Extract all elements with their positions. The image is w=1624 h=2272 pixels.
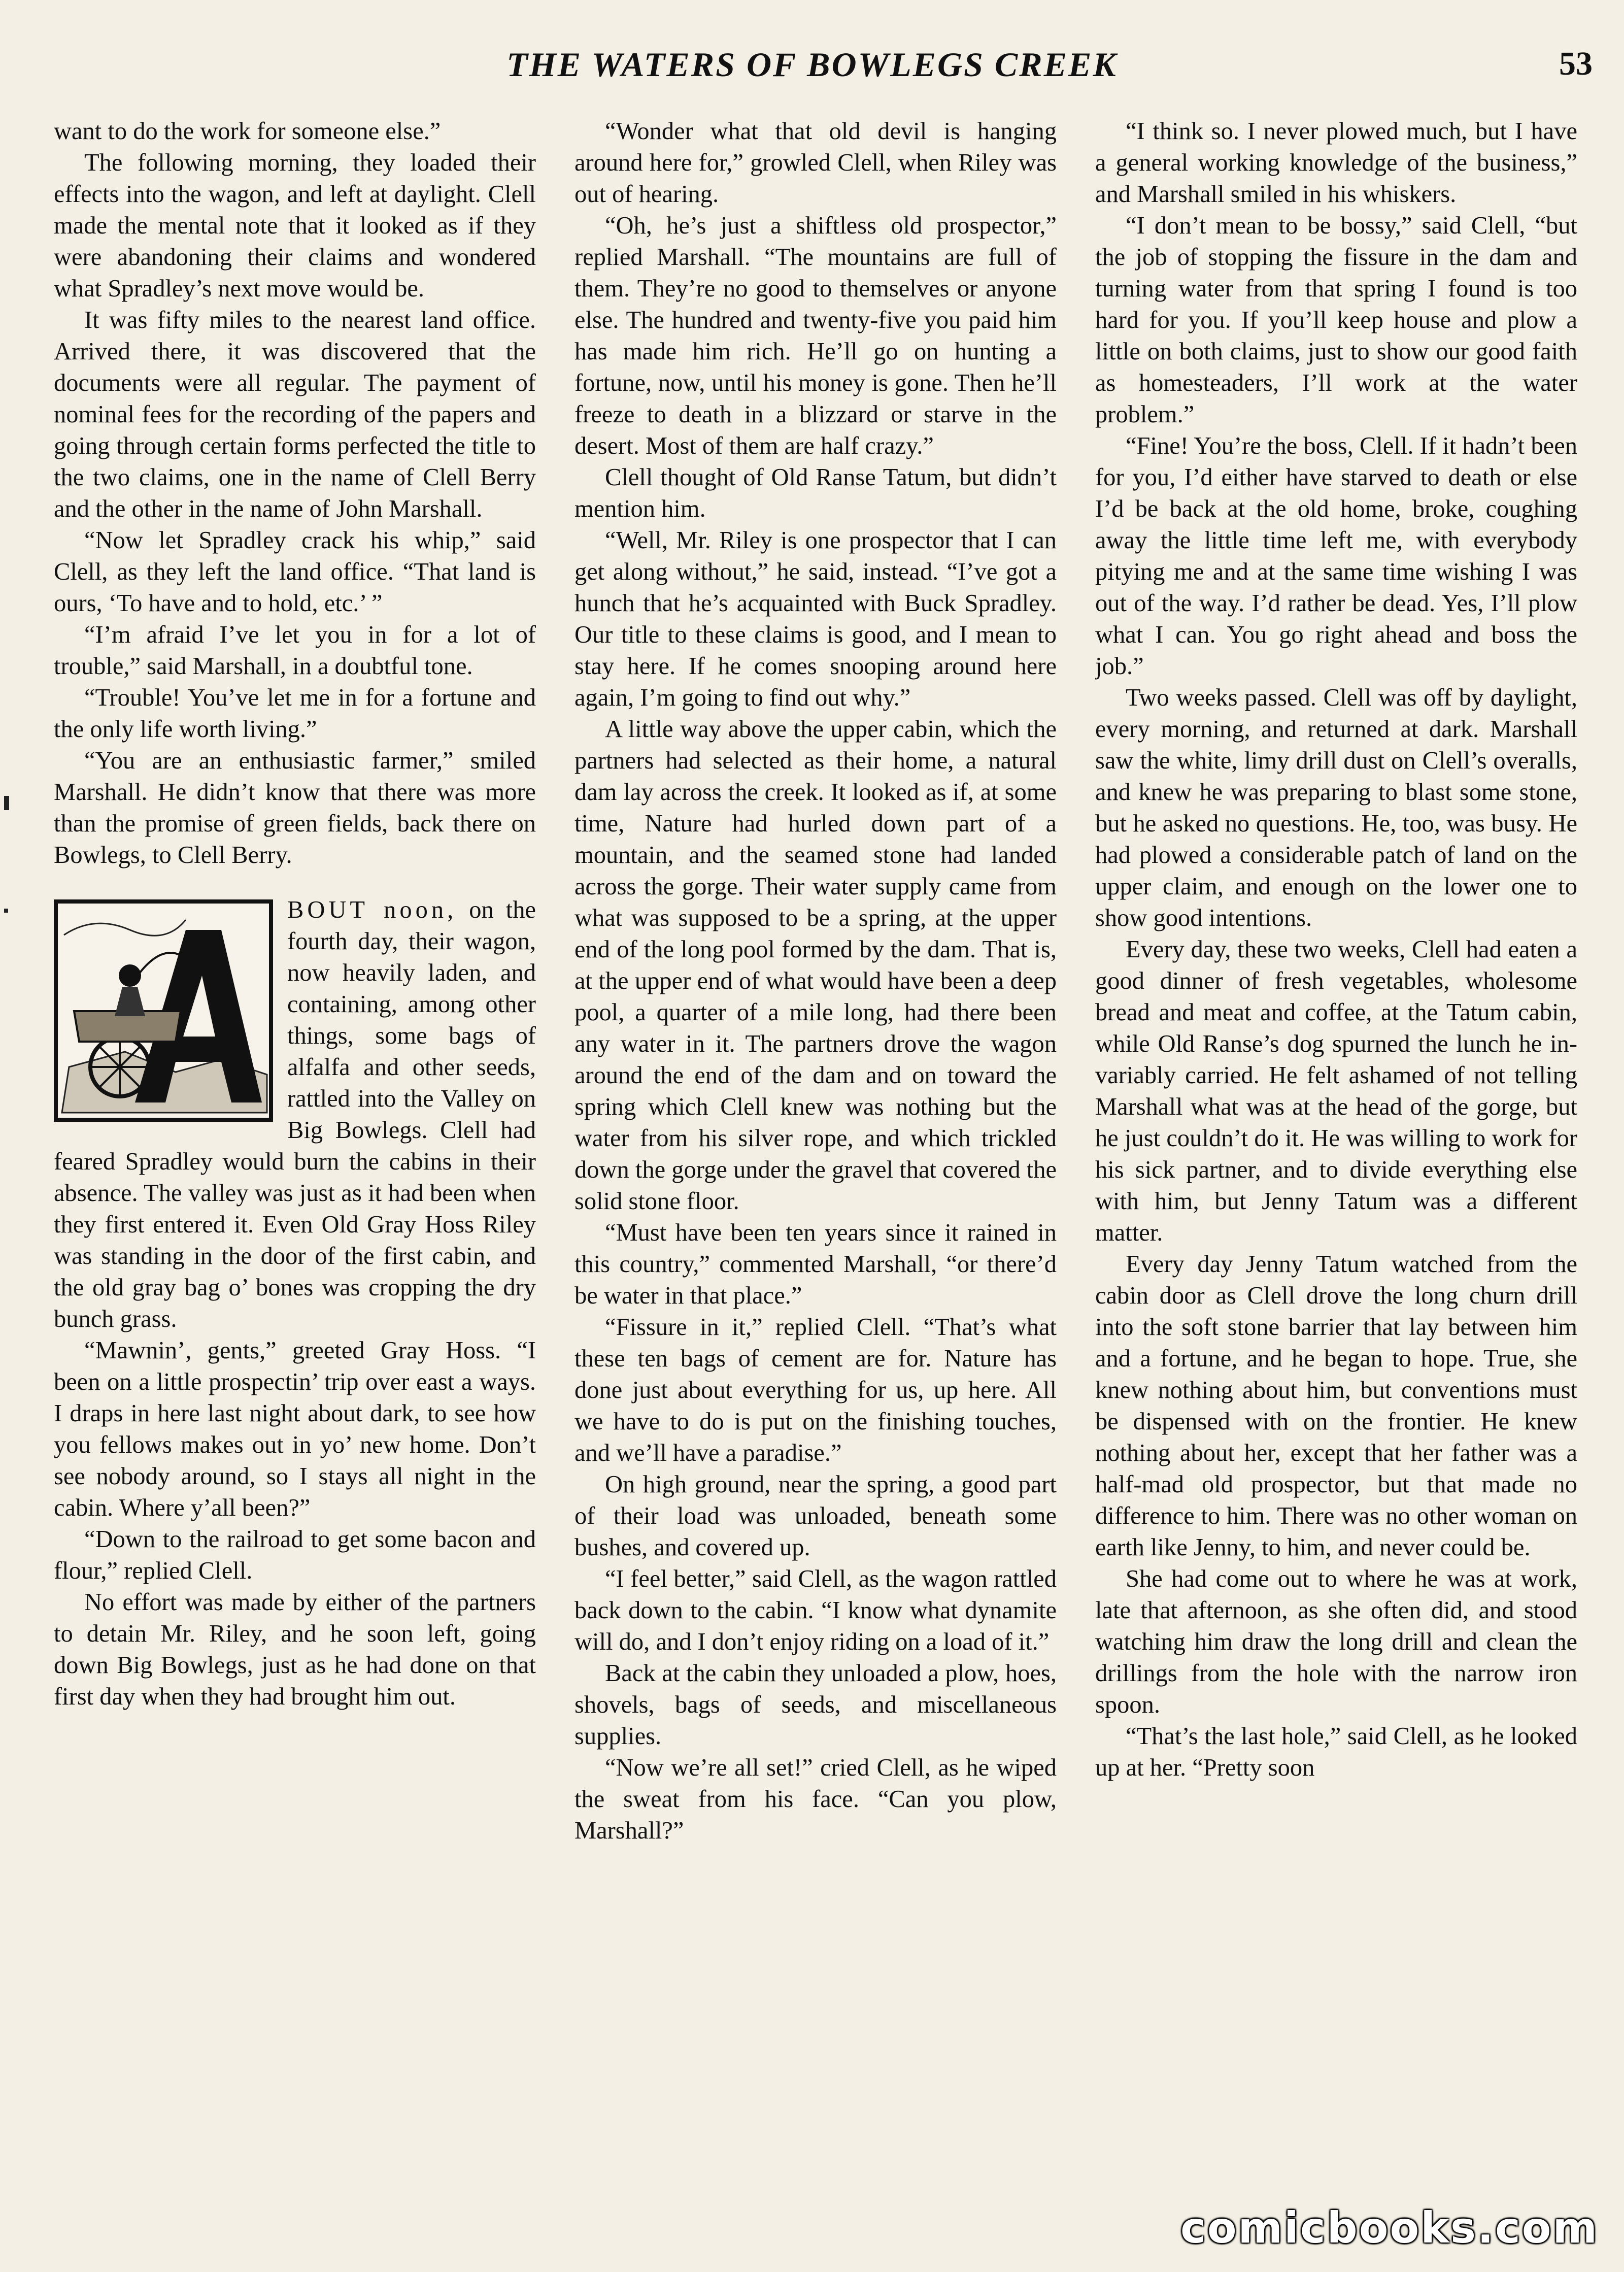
paragraph: “Well, Mr. Riley is one prospector that I can get along without,” he said, instead. “I’ve got a hunch that he’s acquainted with Buck Spradley. Our title to these claims is good, and I mean to stay here. If he comes snooping around here again, I’m going to find out why.” <box>574 527 1057 711</box>
paragraph: “Fissure in it,” replied Clell. “That’s what these ten bags of cement are for. Nature has done just about everything for us, up here. All we have to do is put on the finishing touches, and we’ll have a paradise.” <box>574 1314 1057 1466</box>
column-right <box>1095 116 1577 2171</box>
paragraph: “Oh, he’s just a shiftless old prospector,” replied Marshall. “The mountains are full of them. They’re no good to themselves or anyone else. The hundred and twenty-five you paid him has made him rich. He’ll go on hunting a fortune, now, until his money is gone. Then he’ll freeze to death in a blizzard or starve in the desert. Most of them are half crazy.” <box>574 212 1057 459</box>
paragraph: “Must have been ten years since it rained in this country,” commented Marshall, “or there’d be water in that place.” <box>574 1219 1057 1309</box>
paragraph-continuation: on the fourth day, their wagon, now heavily laden, and containing, among other things, some bags of alfalfa and other seeds, rattled into the Valley on Big Bowlegs. Clell had feared Spradley would burn the cabins in their absence. The valley was just as it had been when they first entered it. Even Old Gray Hoss Riley was standing in the door of the first cabin, and the old gray bag o’ bones was cropping the dry bunch grass. <box>54 896 536 1332</box>
margin-mark <box>4 909 8 913</box>
paragraph: A little way above the upper cabin, which the partners had selected as their home, a natural dam lay across the creek. It looked as if, at some time, Nature had hurled down part of a mountain, and the seamed stone had landed across the gorge. Their water supply came from what was supposed to be a spring, at the upper end of the long pool formed by the dam. That is, at the upper end of what would have been a deep pool, a quarter of a mile long, had there been any water in it. The partners drove the wagon around the end of the dam and on toward the spring which Clell knew was nothing but the water from his silver rope, and which trickled down the gorge under the gravel that covered the solid stone floor. <box>574 716 1057 1215</box>
paragraph: “I don’t mean to be bossy,” said Clell, “but the job of stopping the fissure in the dam and turning water from that spring I found is too hard for you. If you’ll keep house and plow a little on both claims, just to show our good faith as homesteaders, I’ll work at the water problem.” <box>1095 212 1577 428</box>
paragraph: Every day, these two weeks, Clell had eaten a good dinner of fresh vegetables, wholesome bread and meat and coffee, at the Tatum cabin, while Old Ranse’s dog spurned the lunch he invariably carried. He felt ashamed of not telling Marshall what was at the head of the gorge, but he just couldn’t do it. He was willing to work for his sick partner, and to divide everything else with him, but Jenny Tatum was a different matter. <box>1095 936 1577 1246</box>
paragraph: “Now let Spradley crack his whip,” said Clell, as they left the land office. “That land is ours, ‘To have and to hold, etc.’ ” <box>54 527 536 617</box>
paragraph: “That’s the last hole,” said Clell, as he looked up at her. “Pretty soon <box>1095 1723 1577 1781</box>
paragraph: “Down to the railroad to get some bacon and flour,” replied Clell. <box>54 1526 536 1584</box>
margin-mark <box>4 796 9 810</box>
paragraph: Back at the cabin they unloaded a plow, hoes, shovels, bags of seeds, and miscellaneous supplies. <box>574 1660 1057 1750</box>
paragraph: “Wonder what that old devil is hanging around here for,” growled Clell, when Riley was out of hearing. <box>574 118 1057 208</box>
paragraph: “Now we’re all set!” cried Clell, as he wiped the sweat from his face. “Can you plow, Marshall?” <box>574 1754 1057 1844</box>
paragraph: It was fifty miles to the nearest land office. Arrived there, it was discovered that the documents were all regular. The payment of nominal fees for the recording of the papers and going through certain forms perfected the title to the two claims, one in the name of Clell Berry and the other in the name of John Marshall. <box>54 307 536 522</box>
paragraph: want to do the work for someone else.” <box>54 118 441 145</box>
paragraph: On high ground, near the spring, a good part of their load was unloaded, beneath some bushes, and covered up. <box>574 1471 1057 1561</box>
page-header <box>0 45 1624 90</box>
paragraph: She had come out to where he was at work, late that afternoon, as she often did, and stood watching him draw the long drill and clean the drillings from the hole with the narrow iron spoon. <box>1095 1565 1577 1718</box>
paragraph: Every day Jenny Tatum watched from the cabin door as Clell drove the long churn drill into the soft stone barrier that lay between him and a fortune, and he began to hope. True, she knew nothing about him, but conventions must be dispensed with on the frontier. He knew nothing about her, except that her father was a half-mad old prospector, but that made no difference to him. There was no other woman on earth like Jenny, to him, and never could be. <box>1095 1251 1577 1561</box>
drop-cap-illustration <box>54 899 273 1122</box>
drop-cap-opening-words: BOUT noon, <box>287 896 457 923</box>
running-title: THE WATERS OF BOWLEGS CREEK <box>506 45 1118 84</box>
paragraph: “I think so. I never plowed much, but I have a general working knowledge of the business,” and Marshall smiled in his whiskers. <box>1095 118 1577 208</box>
paragraph: No effort was made by either of the partners to detain Mr. Riley, and he soon left, going down Big Bowlegs, just as he had done on that first day when they had brought him out. <box>54 1589 536 1710</box>
text-columns <box>54 116 1577 2171</box>
page-number: 53 <box>1559 45 1593 82</box>
site-watermark: comicbooks.com <box>1180 2203 1599 2253</box>
paragraph: The following morning, they loaded their effects into the wagon, and left at daylight. Clell made the mental note that it looked as if they were abandoning their claims and wondered what Spradley’s next move would be. <box>54 149 536 302</box>
paragraph: “Mawnin’, gents,” greeted Gray Hoss. “I been on a little prospectin’ trip over east a ways. I draps in here last night about dark, to see how you fellows makes out in yo’ new home. Don’t see nobody around, so I stays all night in the cabin. Where y’all been?” <box>54 1337 536 1521</box>
column-left <box>54 116 536 2171</box>
paragraph: “You are an enthusiastic farmer,” smiled Marshall. He didn’t know that there was more than the promise of green fields, back there on Bowlegs, to Clell Berry. <box>54 747 536 868</box>
paragraph: Clell thought of Old Ranse Tatum, but didn’t mention him. <box>574 464 1057 522</box>
drop-cap-letter-icon <box>54 899 273 1122</box>
paragraph: Two weeks passed. Clell was off by daylight, every morning, and returned at dark. Marshall saw the white, limy drill dust on Clell’s overalls, and knew he was preparing to blast some stone, but he asked no questions. He, too, was busy. He had plowed a considerable patch of land on the upper claim, and enough on the lower one to show good intentions. <box>1095 684 1577 931</box>
column-middle <box>574 116 1057 2171</box>
paragraph: “Fine! You’re the boss, Clell. If it hadn’t been for you, I’d either have starved to death or else I’d be back at the old home, broke, coughing away the little time left me, with everybody pitying me and at the same time wishing I was out of the way. I’d rather be dead. Yes, I’ll plow what I can. You go right ahead and boss the job.” <box>1095 432 1577 680</box>
paragraph: “I feel better,” said Clell, as the wagon rattled back down to the cabin. “I know what dynamite will do, and I don’t enjoy riding on a load of it.” <box>574 1565 1057 1655</box>
paragraph: “Trouble! You’ve let me in for a fortune and the only life worth living.” <box>54 684 536 743</box>
section-opening-paragraph <box>54 894 536 1335</box>
paragraph: “I’m afraid I’ve let you in for a lot of trouble,” said Marshall, in a doubtful tone. <box>54 621 536 680</box>
